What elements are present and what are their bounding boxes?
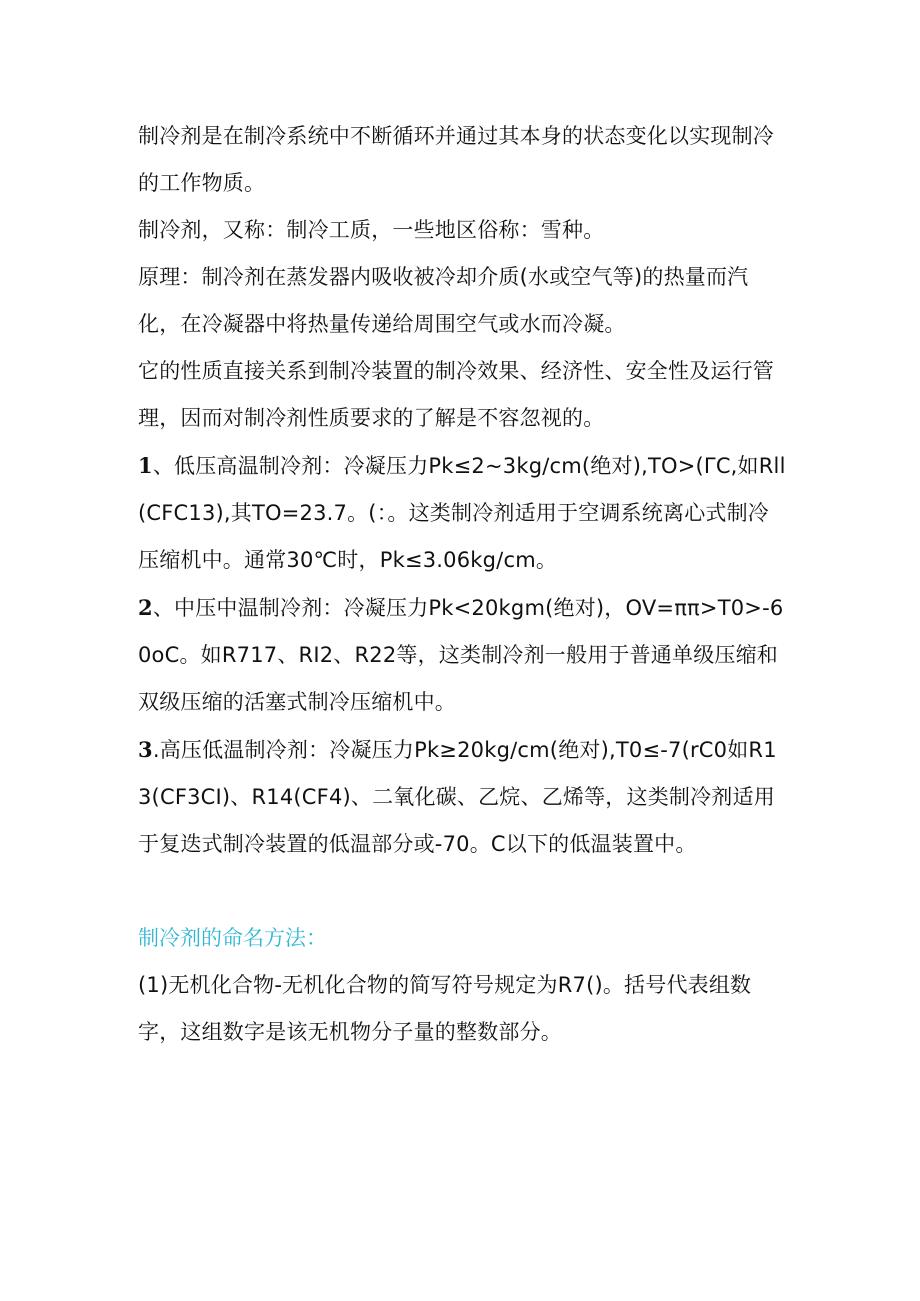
list-item-number: 1 <box>138 453 153 478</box>
paragraph-alias: 制冷剂，又称：制冷工质，一些地区俗称：雪种。 <box>138 218 605 242</box>
list-item-text: .高压低温制冷剂：冷凝压力Pk≥20kg∕cm(绝对),T0≤-7(rC0如R13(CF3CI)、R14(CF4)、二氧化碳、乙烷、乙烯等，这类制冷剂适用于复迭式制冷装置的低温部分或-70。C以下的低温装置中。 <box>138 738 777 856</box>
paragraph-importance: 它的性质直接关系到制冷装置的制冷效果、经济性、安全性及运行管理，因而对制冷剂性质要求的了解是不容忽视的。 <box>138 359 774 430</box>
list-item-low-pressure <box>138 442 788 584</box>
paragraph-inorganic-naming: (1)无机化合物-无机化合物的简写符号规定为R7()。括号代表组数字，这组数字是该无机物分子量的整数部分。 <box>138 973 752 1044</box>
list-item-text: 、低压高温制冷剂：冷凝压力Pk≤2~3kg∕cm(绝对),TO>(ΓC,如Rll(CFC13),其TO=23.7。(：。这类制冷剂适用于空调系统离心式制冷压缩机中。通常30℃时，Pk≤3.06kg∕cm。 <box>138 454 786 572</box>
section-heading-naming: 制冷剂的命名方法： <box>138 926 327 950</box>
list-item-high-pressure <box>138 726 788 868</box>
section-spacer <box>138 868 788 915</box>
paragraph-definition: 制冷剂是在制冷系统中不断循环并通过其本身的状态变化以实现制冷的工作物质。 <box>138 124 774 195</box>
list-item-text: 、中压中温制冷剂：冷凝压力Pk<20kgm(绝对)，OV=ππ>T0>-60oC。如R717、RI2、R22等，这类制冷剂一般用于普通单级压缩和双级压缩的活塞式制冷压缩机中。 <box>138 596 784 714</box>
list-item-medium-pressure <box>138 584 788 726</box>
list-item-number: 3 <box>138 737 153 762</box>
document-body <box>138 113 788 1056</box>
paragraph-principle: 原理：制冷剂在蒸发器内吸收被冷却介质(水或空气等)的热量而汽化，在冷凝器中将热量传递给周围空气或水而冷凝。 <box>138 265 749 336</box>
list-item-number: 2 <box>138 595 153 620</box>
